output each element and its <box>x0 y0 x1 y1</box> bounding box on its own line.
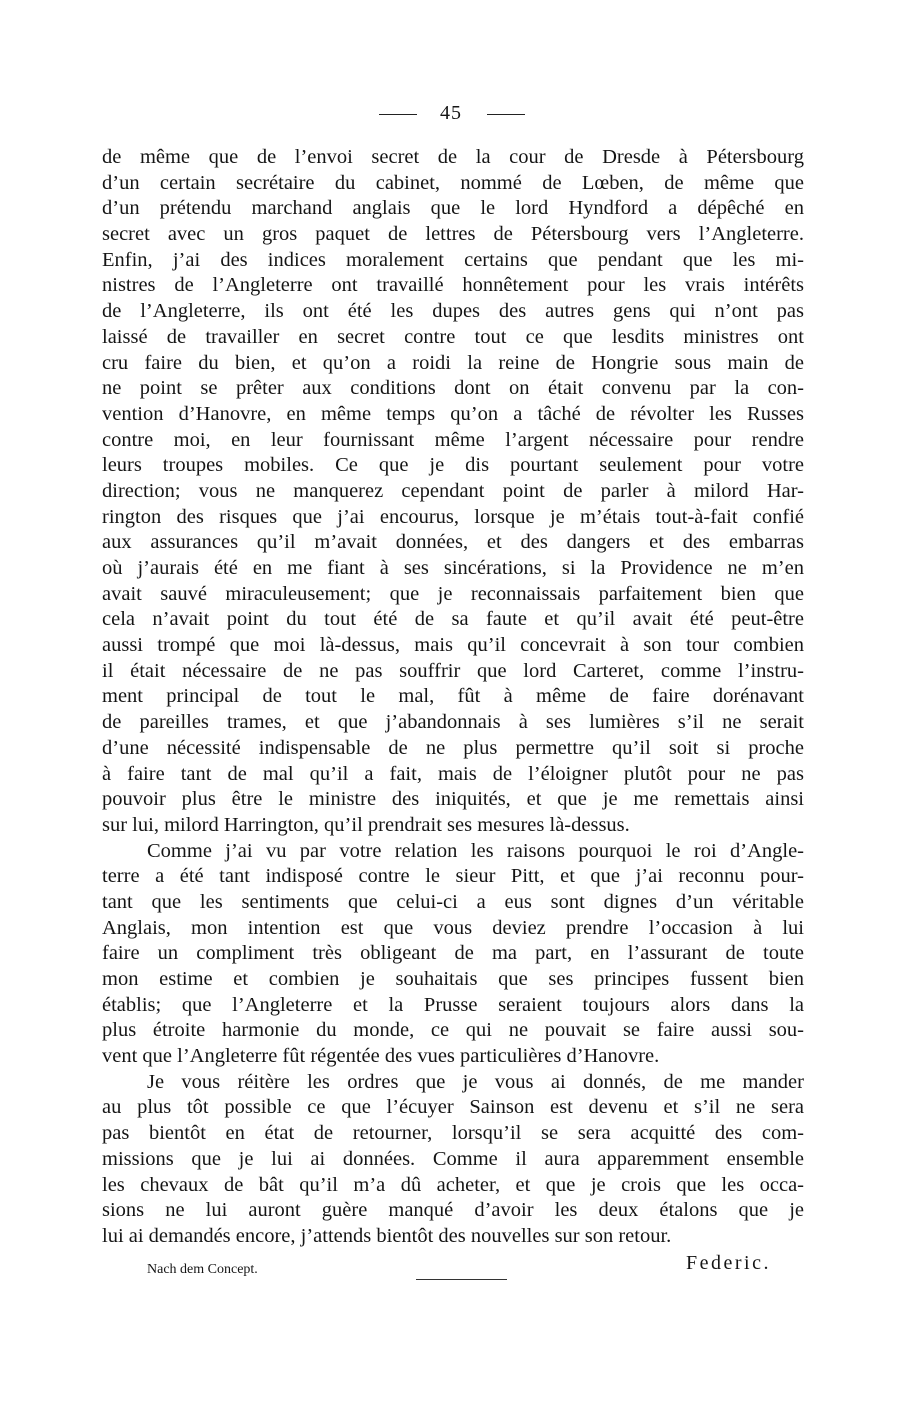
text-line: terre a été tant indisposé contre le sieur Pitt, et que j’ai reconnu pour- <box>102 865 804 888</box>
text-line: d’un prétendu marchand anglais que le lord Hyndford a dépêché en <box>102 197 804 220</box>
text-line: aux assurances qu’il m’avait données, et des dangers et des embarras <box>102 531 804 554</box>
text-line: nistres de l’Angleterre ont travaillé honnêtement pour les vrais intérêts <box>102 274 804 297</box>
signature: Federic. <box>686 1252 771 1274</box>
text-line: mon estime et combien je souhaitais que ses principes fussent bien <box>102 968 804 990</box>
closing-rule <box>416 1279 507 1280</box>
text-line: vention d’Hanovre, en même temps qu’on a tâché de révolter les Russes <box>102 402 804 425</box>
text-line: au plus tôt possible ce que l’écuyer Sainson est devenu et s’il ne sera <box>102 1096 804 1119</box>
source-note: Nach dem Concept. <box>147 1262 258 1277</box>
text-line: Anglais, mon intention est que vous deviez prendre l’occasion à lui <box>102 916 804 939</box>
text-line: vent que l’Angleterre fût régentée des vues particulières d’Hanovre. <box>102 1045 660 1068</box>
letter-body <box>102 145 804 1250</box>
text-line: Comme j’ai vu par votre relation les raisons pourquoi le roi d’Angle- <box>147 839 804 862</box>
text-line: plus étroite harmonie du monde, ce qui ne pouvait se faire aussi sou- <box>102 1019 804 1042</box>
text-line: avait sauvé miraculeusement; que je reconnaissais parfaitement bien que <box>102 582 804 605</box>
text-line: laissé de travailler en secret contre tout ce que lesdits ministres ont <box>102 325 804 348</box>
text-line: Je vous réitère les ordres que je vous ai donnés, de me mander <box>147 1070 804 1093</box>
page-header <box>0 100 900 130</box>
text-line: leurs troupes mobiles. Ce que je dis pourtant seulement pour votre <box>102 454 804 477</box>
text-line: pas bientôt en état de retourner, lorsqu’il se sera acquitté des com- <box>102 1122 804 1145</box>
text-line: sions ne lui auront guère manqué d’avoir les deux étalons que je <box>102 1199 804 1222</box>
text-line: sur lui, milord Harrington, qu’il prendrait ses mesures là-dessus. <box>102 813 630 836</box>
text-line: à faire tant de mal qu’il a fait, mais de l’éloigner plutôt pour ne pas <box>102 762 804 785</box>
text-line: établis; que l’Angleterre et la Prusse seraient toujours alors dans la <box>102 993 804 1016</box>
text-line: lui ai demandés encore, j’attends bientôt des nouvelles sur son retour. <box>102 1224 672 1247</box>
text-line: ne point se prêter aux conditions dont on était convenu par la con- <box>102 377 804 400</box>
text-line: secret avec un gros paquet de lettres de Pétersbourg vers l’Angleterre. <box>102 223 804 246</box>
text-line: aussi trompé que moi là-dessus, mais qu’il concevrait à son tour combien <box>102 634 804 657</box>
text-line: pouvoir plus être le ministre des iniquités, et que je me remettais ainsi <box>102 788 804 811</box>
text-line: de même que de l’envoi secret de la cour de Dresde à Pétersbourg <box>102 146 804 168</box>
text-line: cru faire du bien, et qu’on a roidi la reine de Hongrie sous main de <box>102 351 804 374</box>
text-line: ment principal de tout le mal, fût à même de faire dorénavant <box>102 685 804 708</box>
text-line: où j’aurais été en me fiant à ses sincérations, si la Providence ne m’en <box>102 557 804 579</box>
text-line: il était nécessaire de ne pas souffrir que lord Carteret, comme l’instru- <box>102 659 804 682</box>
text-line: d’un certain secrétaire du cabinet, nommé de Lœben, de même que <box>102 171 804 194</box>
text-line: tant que les sentiments que celui-ci a eus sont dignes d’un véritable <box>102 890 804 913</box>
text-line: les chevaux de bât qu’il m’a dû acheter, et que je crois que les occa- <box>102 1173 804 1196</box>
text-line: Enfin, j’ai des indices moralement certains que pendant que les mi- <box>102 248 804 271</box>
page-number: 45 <box>440 102 462 124</box>
header-rule-right <box>487 114 525 115</box>
text-line: faire un compliment très obligeant de ma part, en l’assurant de toute <box>102 942 804 965</box>
text-line: cela n’avait point du tout été de sa faute et qu’il avait été peut-être <box>102 608 804 631</box>
text-line: rington des risques que j’ai encourus, lorsque je m’étais tout-à-fait confié <box>102 505 804 528</box>
text-line: missions que je lui ai données. Comme il aura apparemment ensemble <box>102 1147 804 1170</box>
text-line: d’une nécessité indispensable de ne plus permettre qu’il soit si proche <box>102 736 804 759</box>
text-line: de pareilles trames, et que j’abandonnais à ses lumières s’il ne serait <box>102 711 804 734</box>
text-line: direction; vous ne manquerez cependant point de parler à milord Har- <box>102 479 804 502</box>
header-rule-left <box>379 114 417 115</box>
text-line: contre moi, en leur fournissant même l’argent nécessaire pour rendre <box>102 428 804 451</box>
text-line: de l’Angleterre, ils ont été les dupes des autres gens qui n’ont pas <box>102 300 804 323</box>
